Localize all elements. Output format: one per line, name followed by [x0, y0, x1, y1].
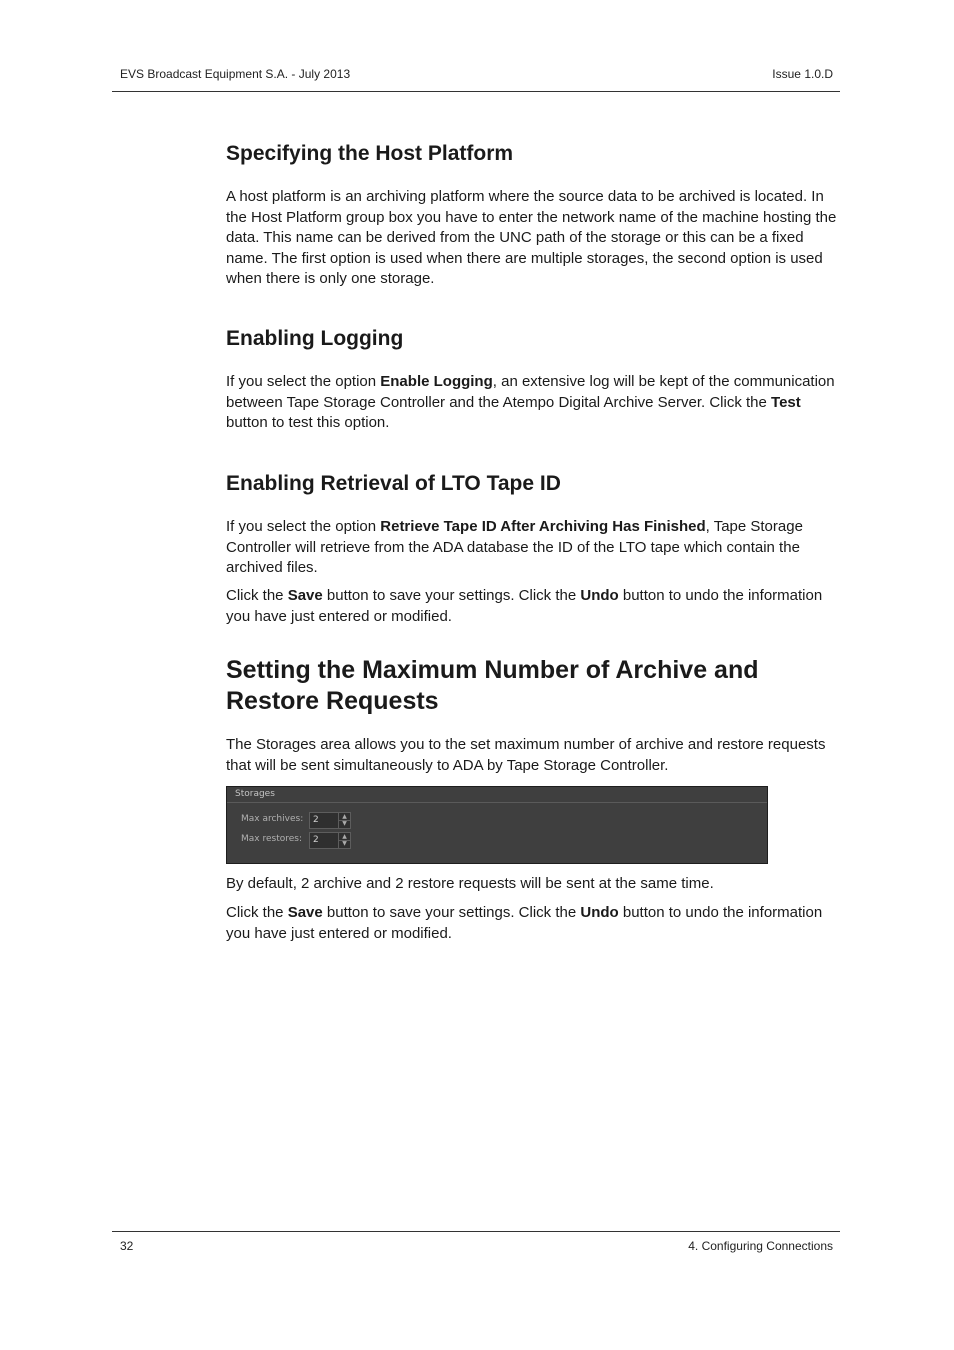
max-requests-intro: The Storages area allows you to the set maximum number of archive and restore requests that will be sent simultaneously to ADA by Tape Storage Controller.	[226, 736, 826, 774]
page-header	[112, 66, 840, 92]
max-save-undo-text: Click the Save button to save your settings. Click the Undo button to undo the information you have just entered or modified.	[226, 904, 823, 942]
heading-max-requests: Setting the Maximum Number of Archive and Restore Requests	[226, 656, 759, 715]
page-footer	[112, 1231, 840, 1257]
max-archives-label: Max archives:	[241, 814, 304, 824]
spin-up-icon[interactable]: ▲	[339, 833, 350, 841]
page-number: 32	[120, 1239, 134, 1253]
default-requests-text: By default, 2 archive and 2 restore requests will be sent at the same time.	[226, 875, 714, 892]
logging-text: If you select the option Enable Logging, an extensive log will be kept of the communication between Tape Storage Controller and the Atempo Digital Archive Server. Click the Test button to test this option.	[226, 373, 835, 431]
storages-panel	[226, 786, 768, 864]
lto-save-undo-text: Click the Save button to save your settings. Click the Undo button to undo the information you have just entered or modified.	[226, 587, 823, 625]
max-archives-spinbox[interactable]	[309, 812, 351, 829]
header-right: Issue 1.0.D	[772, 67, 833, 81]
heading-lto-tape-id: Enabling Retrieval of LTO Tape ID	[226, 472, 561, 495]
max-archives-arrows	[338, 813, 350, 828]
max-restores-label: Max restores:	[241, 834, 302, 844]
heading-host-platform: Specifying the Host Platform	[226, 142, 514, 165]
max-restores-arrows	[338, 833, 350, 848]
max-restores-value[interactable]: 2	[313, 835, 319, 845]
host-platform-text: A host platform is an archiving platform where the source data to be archived is located. In the Host Platform group box you have to enter the network name of the machine hosting the data. This name can be derived from the UNC path of the storage or this can be a fixed name. The first option is used when there are multiple storages, the second option is used when there is only one storage.	[226, 188, 837, 287]
max-archives-value[interactable]: 2	[313, 815, 319, 825]
max-restores-spinbox[interactable]	[309, 832, 351, 849]
header-left: EVS Broadcast Equipment S.A. - July 2013	[120, 67, 351, 81]
lto-text: If you select the option Retrieve Tape ID After Archiving Has Finished, Tape Storage Controller will retrieve from the ADA database the ID of the LTO tape which contain the archived files.	[226, 518, 803, 576]
spin-down-icon[interactable]: ▼	[342, 820, 347, 827]
heading-enabling-logging: Enabling Logging	[226, 327, 404, 350]
spin-up-icon[interactable]: ▲	[339, 813, 350, 821]
storages-panel-title: Storages	[227, 787, 767, 803]
spin-down-icon[interactable]: ▼	[342, 840, 347, 847]
footer-chapter: 4. Configuring Connections	[688, 1239, 833, 1253]
